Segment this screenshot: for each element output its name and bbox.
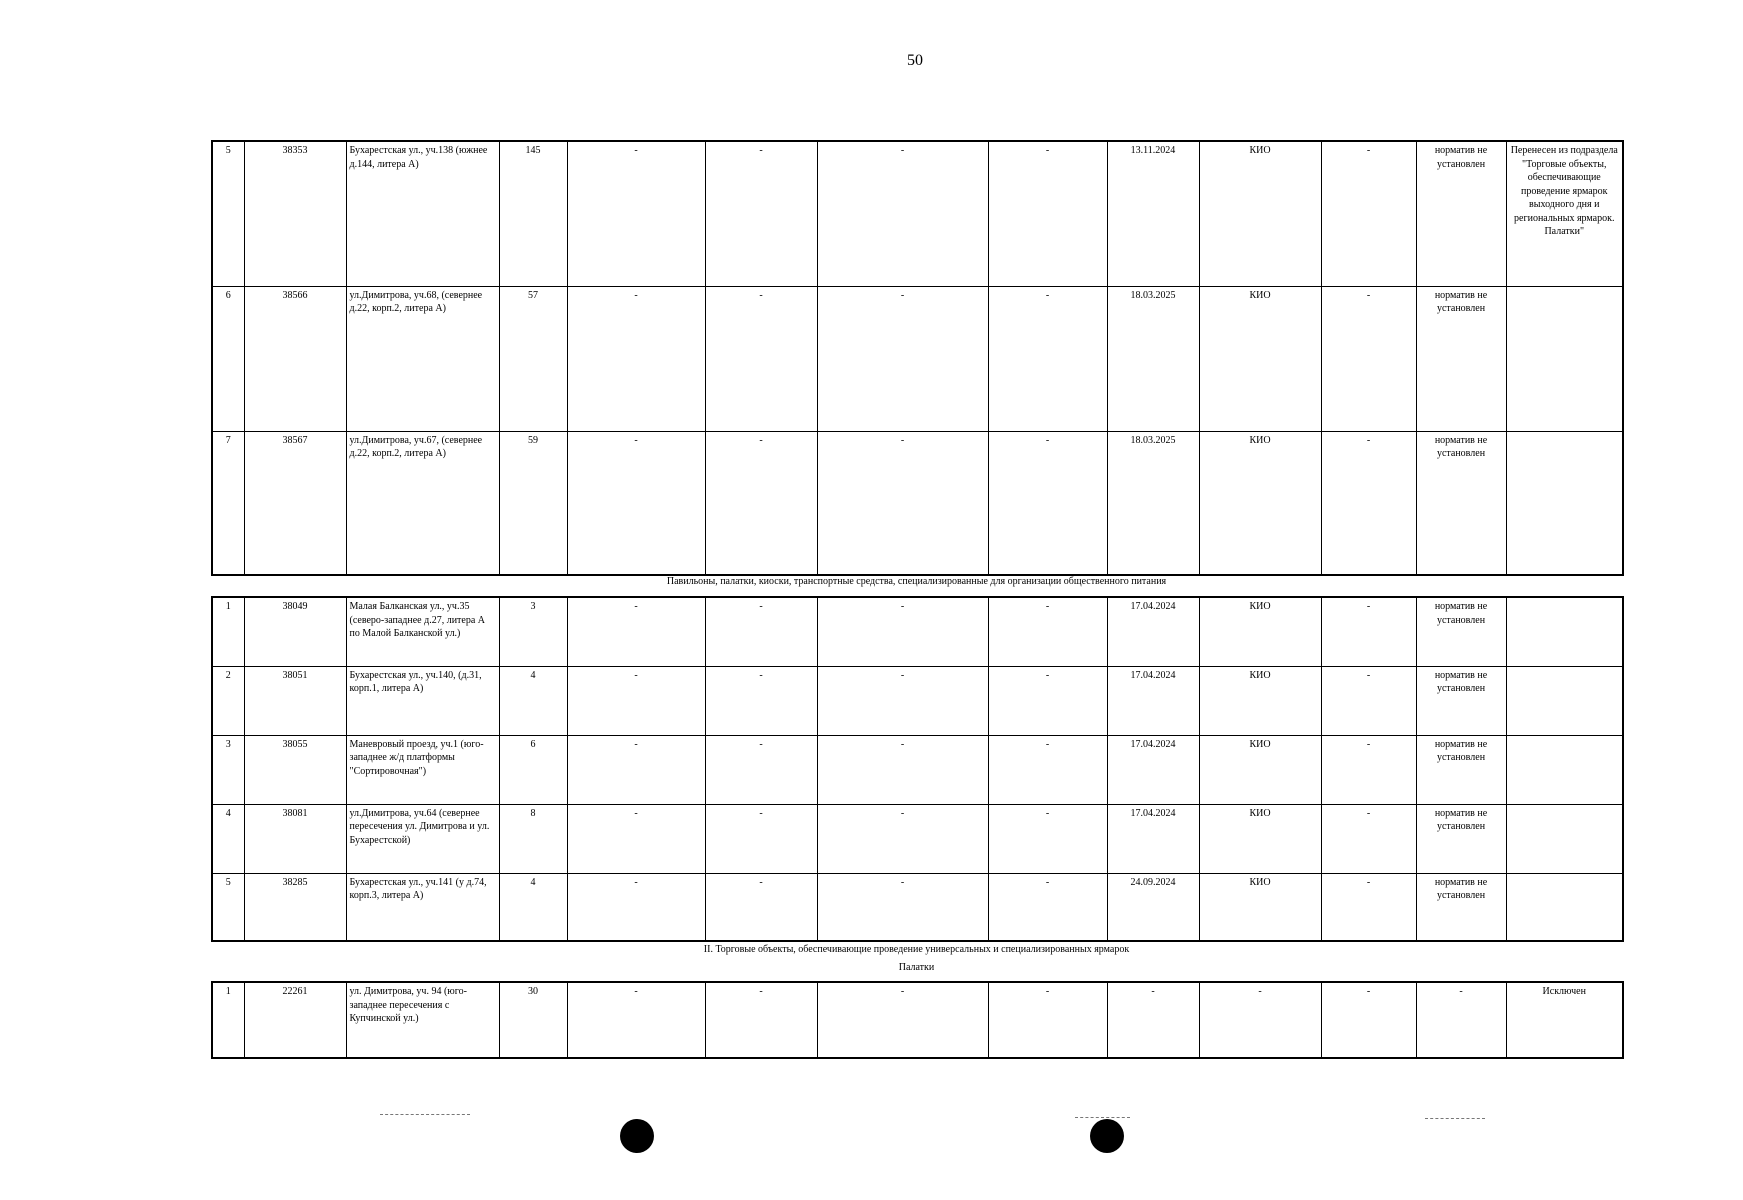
cell-c8: - [988, 597, 1107, 666]
cell-note [1506, 804, 1623, 873]
cell-id: 38567 [244, 431, 346, 575]
table-row [212, 286, 1623, 431]
cell-id: 38081 [244, 804, 346, 873]
cell-c11: - [1321, 873, 1416, 941]
cell-date: 24.09.2024 [1107, 873, 1199, 941]
table-row [212, 431, 1623, 575]
cell-note [1506, 286, 1623, 431]
cell-c11: - [1321, 735, 1416, 804]
cell-c8: - [988, 873, 1107, 941]
cell-num: 1 [212, 597, 244, 666]
cell-org: КИО [1199, 804, 1321, 873]
cell-c6: - [705, 804, 817, 873]
cell-id: 22261 [244, 982, 346, 1058]
cell-area: 30 [499, 982, 567, 1058]
cell-norm: норматив не установлен [1416, 804, 1506, 873]
cell-area: 3 [499, 597, 567, 666]
cell-c8: - [988, 431, 1107, 575]
cell-c8: - [988, 735, 1107, 804]
cell-c5: - [567, 735, 705, 804]
cell-date: 17.04.2024 [1107, 666, 1199, 735]
section-caption-fairs: II. Торговые объекты, обеспечивающие проведение универсальных и специализированных ярмарок [703, 944, 1130, 955]
cell-c6: - [705, 873, 817, 941]
cell-date: 18.03.2025 [1107, 431, 1199, 575]
cell-num: 1 [212, 982, 244, 1058]
cell-note [1506, 597, 1623, 666]
cell-num: 3 [212, 735, 244, 804]
cell-norm: - [1416, 982, 1506, 1058]
table-row [212, 982, 1623, 1058]
cell-id: 38566 [244, 286, 346, 431]
cell-org: КИО [1199, 597, 1321, 666]
cell-c6: - [705, 982, 817, 1058]
table-row [212, 141, 1623, 286]
cell-date: 17.04.2024 [1107, 804, 1199, 873]
cell-id: 38353 [244, 141, 346, 286]
cell-num: 5 [212, 873, 244, 941]
cell-num: 6 [212, 286, 244, 431]
table-row [212, 597, 1623, 666]
cell-address: ул.Димитрова, уч.67, (севернее д.22, корп.2, литера А) [346, 431, 499, 575]
cell-c5: - [567, 286, 705, 431]
cell-area: 145 [499, 141, 567, 286]
cell-org: КИО [1199, 666, 1321, 735]
cell-c5: - [567, 804, 705, 873]
cell-id: 38051 [244, 666, 346, 735]
cell-c7: - [817, 286, 988, 431]
cell-area: 6 [499, 735, 567, 804]
table-1 [211, 140, 1624, 576]
cell-num: 2 [212, 666, 244, 735]
cell-c7: - [817, 873, 988, 941]
scan-mark [1075, 1117, 1130, 1119]
cell-note [1506, 873, 1623, 941]
cell-c8: - [988, 286, 1107, 431]
cell-area: 8 [499, 804, 567, 873]
cell-c11: - [1321, 597, 1416, 666]
cell-address: ул.Димитрова, уч.64 (севернее пересечения ул. Димитрова и ул. Бухарестской) [346, 804, 499, 873]
cell-date: 13.11.2024 [1107, 141, 1199, 286]
cell-c11: - [1321, 431, 1416, 575]
cell-address: Малая Балканская ул., уч.35 (северо-западнее д.27, литера А по Малой Балканской ул.) [346, 597, 499, 666]
cell-c7: - [817, 431, 988, 575]
cell-date: 17.04.2024 [1107, 735, 1199, 804]
cell-note [1506, 666, 1623, 735]
cell-id: 38285 [244, 873, 346, 941]
cell-address: Бухарестская ул., уч.138 (южнее д.144, литера А) [346, 141, 499, 286]
cell-c11: - [1321, 141, 1416, 286]
cell-c6: - [705, 735, 817, 804]
cell-address: ул.Димитрова, уч.68, (севернее д.22, корп.2, литера А) [346, 286, 499, 431]
cell-c7: - [817, 141, 988, 286]
table-2 [211, 596, 1624, 942]
cell-c11: - [1321, 982, 1416, 1058]
cell-note [1506, 431, 1623, 575]
cell-note [1506, 735, 1623, 804]
cell-c5: - [567, 666, 705, 735]
cell-num: 5 [212, 141, 244, 286]
section-subcaption-tents: Палатки [898, 962, 935, 973]
cell-org: КИО [1199, 286, 1321, 431]
cell-num: 7 [212, 431, 244, 575]
cell-c8: - [988, 804, 1107, 873]
cell-c7: - [817, 804, 988, 873]
cell-c8: - [988, 141, 1107, 286]
cell-c6: - [705, 431, 817, 575]
cell-c11: - [1321, 804, 1416, 873]
cell-area: 4 [499, 666, 567, 735]
cell-norm: норматив не установлен [1416, 873, 1506, 941]
cell-c5: - [567, 982, 705, 1058]
scan-mark [1425, 1118, 1485, 1120]
cell-c6: - [705, 597, 817, 666]
cell-address: Бухарестская ул., уч.141 (у д.74, корп.3, литера А) [346, 873, 499, 941]
cell-norm: норматив не установлен [1416, 735, 1506, 804]
cell-c7: - [817, 735, 988, 804]
cell-c5: - [567, 431, 705, 575]
page-number: 50 [907, 52, 923, 69]
cell-org: КИО [1199, 141, 1321, 286]
cell-c11: - [1321, 666, 1416, 735]
cell-c7: - [817, 982, 988, 1058]
cell-norm: норматив не установлен [1416, 666, 1506, 735]
punch-hole-left [620, 1119, 654, 1153]
cell-c5: - [567, 873, 705, 941]
cell-address: Бухарестская ул., уч.140, (д.31, корп.1, литера А) [346, 666, 499, 735]
cell-id: 38049 [244, 597, 346, 666]
cell-c6: - [705, 141, 817, 286]
cell-date: 18.03.2025 [1107, 286, 1199, 431]
cell-address: Маневровый проезд, уч.1 (юго-западнее ж/д платформы "Сортировочная") [346, 735, 499, 804]
cell-date: 17.04.2024 [1107, 597, 1199, 666]
cell-date: - [1107, 982, 1199, 1058]
cell-num: 4 [212, 804, 244, 873]
table-row [212, 873, 1623, 941]
cell-address: ул. Димитрова, уч. 94 (юго-западнее пересечения с Купчинской ул.) [346, 982, 499, 1058]
cell-org: КИО [1199, 873, 1321, 941]
cell-c6: - [705, 666, 817, 735]
cell-id: 38055 [244, 735, 346, 804]
table-row [212, 804, 1623, 873]
cell-org: - [1199, 982, 1321, 1058]
cell-c7: - [817, 666, 988, 735]
cell-c7: - [817, 597, 988, 666]
punch-hole-right [1090, 1119, 1124, 1153]
table-3 [211, 981, 1624, 1059]
cell-c5: - [567, 597, 705, 666]
cell-note: Перенесен из подраздела "Торговые объекты, обеспечивающие проведение ярмарок выходного дня и региональных ярмарок. Палатки" [1506, 141, 1623, 286]
cell-org: КИО [1199, 735, 1321, 804]
cell-note: Исключен [1506, 982, 1623, 1058]
cell-area: 57 [499, 286, 567, 431]
table-row [212, 666, 1623, 735]
cell-c5: - [567, 141, 705, 286]
cell-area: 59 [499, 431, 567, 575]
cell-norm: норматив не установлен [1416, 431, 1506, 575]
cell-c8: - [988, 982, 1107, 1058]
cell-area: 4 [499, 873, 567, 941]
cell-c8: - [988, 666, 1107, 735]
table-row [212, 735, 1623, 804]
cell-c11: - [1321, 286, 1416, 431]
cell-c6: - [705, 286, 817, 431]
scan-mark [380, 1114, 470, 1116]
cell-norm: норматив не установлен [1416, 597, 1506, 666]
cell-org: КИО [1199, 431, 1321, 575]
section-caption-catering: Павильоны, палатки, киоски, транспортные средства, специализированные для организации общественного питания [666, 576, 1167, 587]
cell-norm: норматив не установлен [1416, 286, 1506, 431]
cell-norm: норматив не установлен [1416, 141, 1506, 286]
